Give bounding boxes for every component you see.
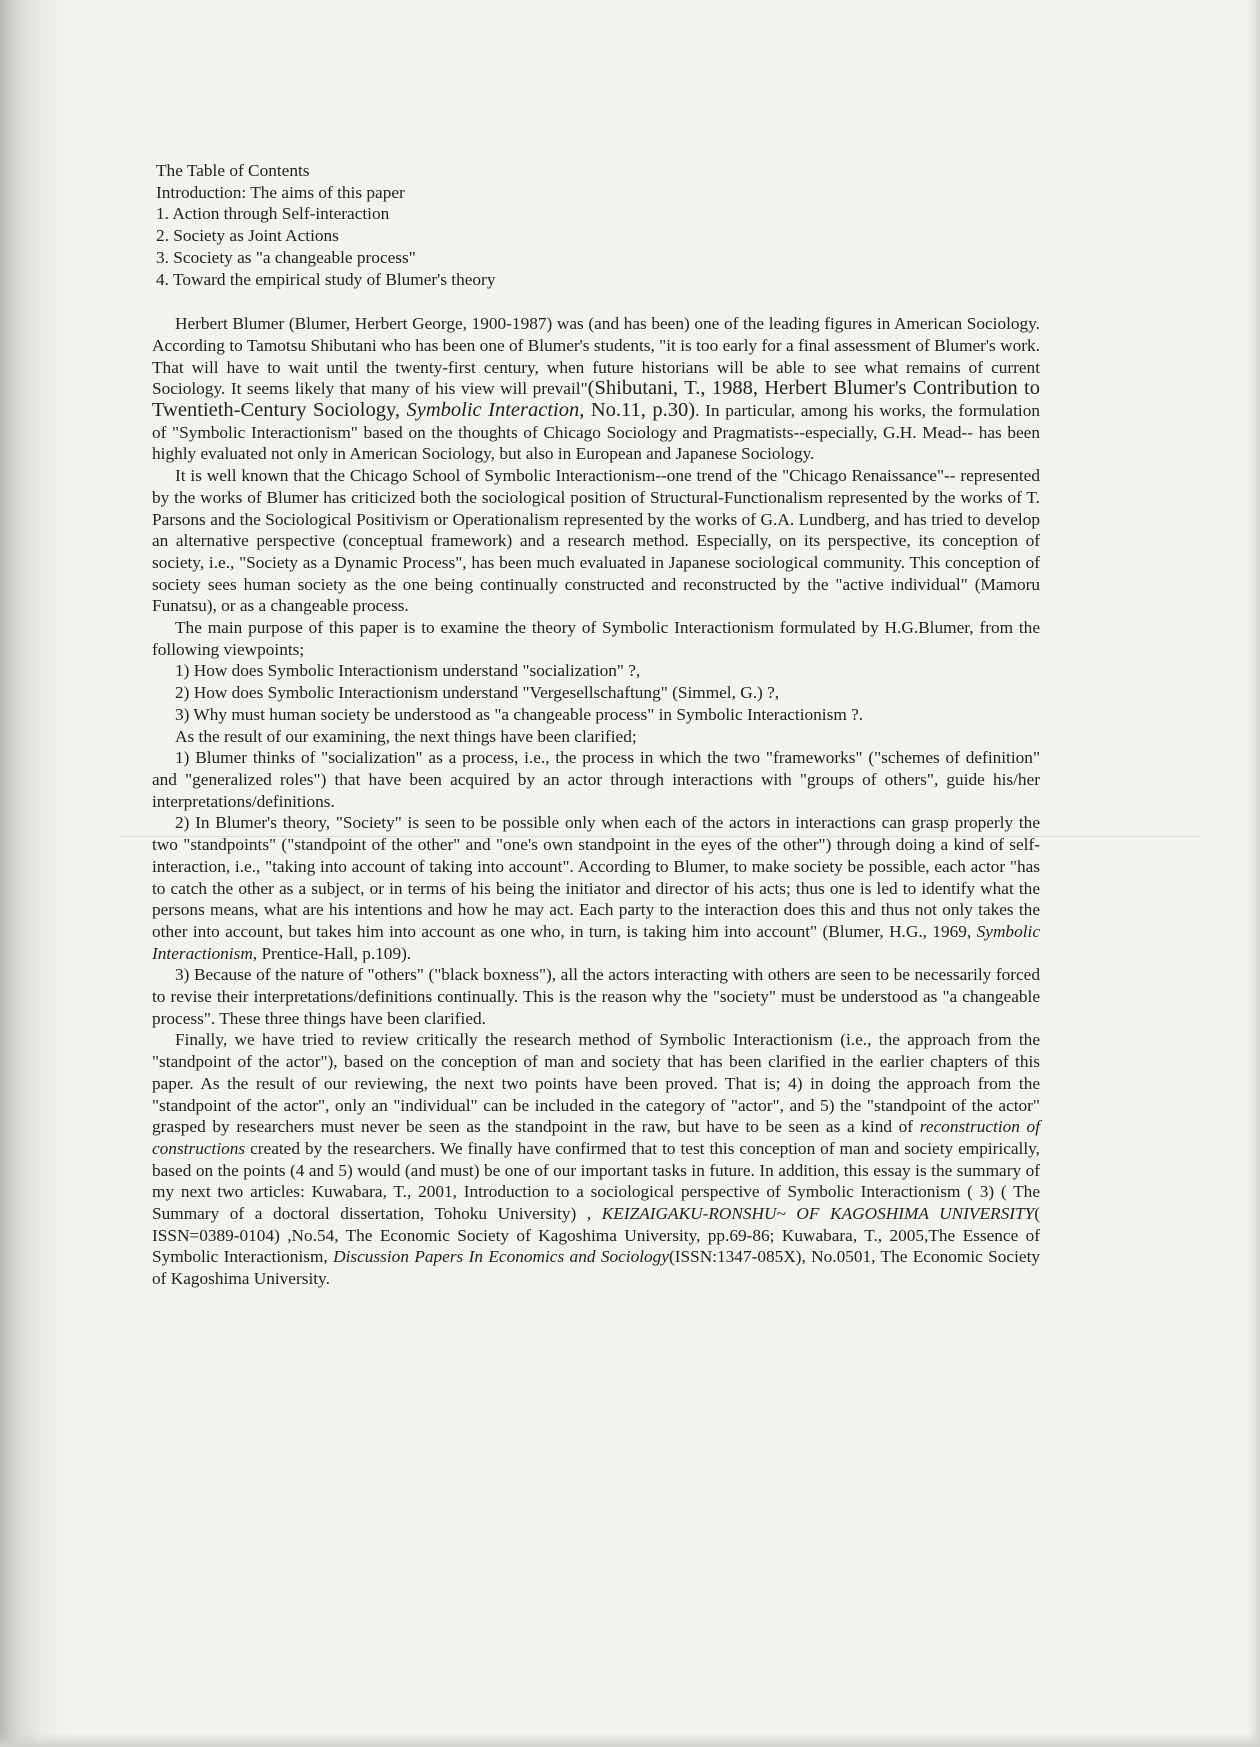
scan-edge-shadow-right	[1248, 0, 1260, 1747]
viewpoint-item: 2) How does Symbolic Interactionism understand "Vergesellschaftung" (Simmel, G.) ?,	[175, 683, 780, 703]
final-text: Finally, we have tried to review critically the research method of Symbolic Interactionism (i.e., the approach from the "standpoint of the actor"), based on the conception of man and society that has been clarified in the earlier chapters of this paper. As the result of our reviewing, the next two points have been proved. That is; 4) in doing the approach from the "standpoint of the actor", only an "individual" can be included in the category of "actor", and 5) the "standpoint of the actor" grasped by researchers must never be seen as the standpoint in the raw, but have to be seen as a kind of	[152, 1030, 1040, 1137]
result-text-cont: , Prentice-Hall, p.109).	[252, 943, 412, 963]
final-text-cont2: ( ISSN=0389-0104) ,No.54, The Economic Society of Kagoshima University, pp.69-86; Kuwabara, T., 2005,The Essence of Symbolic Interactionism,	[152, 1204, 1040, 1267]
journal-discussion-papers: Discussion Papers In Economics and Sociology	[333, 1247, 669, 1267]
paragraph-chicago-school: It is well known that the Chicago School of Symbolic Interactionism--one trend of the "Chicago Renaissance"-- represented by the works of Blumer has criticized both the sociological position of Structural-Functionalism represented by the works of T. Parsons and the Sociological Positivism or Operationalism represented by the works of G.A. Lundberg, and has tried to develop an alternative perspective (conceptual framework) and a research method. Especially, on its perspective, its conception of society, i.e., "Society as a Dynamic Process", has been much evaluated in Japanese sociological community. This conception of society sees human society as the one being continually constructed and reconstructed by the "active individual" (Mamoru Funatsu), or as a changeable process.	[152, 466, 1040, 616]
final-text-end: (ISSN:1347-085X), No.0501, The Economic Society of Kagoshima University.	[152, 1247, 1041, 1289]
paragraph-results: As the result of our examining, the next things have been clarified;	[175, 726, 637, 746]
intro-text-cont: . In particular, among his works, the formulation of "Symbolic Interactionism" based on the thoughts of Chicago Sociology and Pragmatists--especially, G.H. Mead-- has been highly evaluated not only in American Sociology, but also in European and Japanese Sociology.	[152, 401, 1040, 464]
book-title: Symbolic Interactionism	[152, 921, 1040, 963]
viewpoint-item: 1) How does Symbolic Interactionism understand "socialization" ?,	[175, 661, 641, 681]
journal-keizaigaku: KEIZAIGAKU-RONSHU~ OF KAGOSHIMA UNIVERSITY	[601, 1204, 1035, 1224]
paragraph-purpose: The main purpose of this paper is to examine the theory of Symbolic Interactionism formulated by H.G.Blumer, from the following viewpoints;	[152, 618, 1040, 659]
toc-title: The Table of Contents	[156, 161, 310, 180]
paragraph-finally	[152, 1029, 1040, 1289]
result-item: 1) Blumer thinks of "socialization" as a process, i.e., the process in which the two "frameworks" ("schemes of definition" and "generalized roles") that have been acquired by an actor through interactions with "groups of others", guide his/her interpretations/definitions.	[152, 748, 1040, 811]
toc-item: Introduction: The aims of this paper	[156, 182, 405, 202]
final-text-cont: created by the researchers. We finally have confirmed that to test this conception of man and society empirically, based on the points (4 and 5) would (and must) be one of our important tasks in future. In addition, this essay is the summary of my next two articles: Kuwabara, T., 2001, Introduction to a sociological perspective of Symbolic Interactionism ( 3) ( The Summary of a doctoral dissertation, Tohoku University) ,	[152, 1138, 1041, 1224]
toc-item: 1. Action through Self-interaction	[156, 204, 390, 224]
toc-item: 2. Society as Joint Actions	[156, 226, 339, 246]
result-text: 2) In Blumer's theory, "Society" is seen to be possible only when each of the actors in interactions can grasp properly the two "standpoints" ("standpoint of the other" and "one's own standpoint in the eyes of the other") through doing a kind of self-interaction, i.e., "taking into account of taking into account". According to Blumer, to make society be possible, each actor "has to catch the other as a subject, or in terms of his being the initiator and director of his acts; thus one is led to identify what the persons means, what are his intentions and how he may act. Each party to the interaction does this and thus not only takes the other into account, but takes him into account as one who, in turn, is taking him into account" (Blumer, H.G., 1969,	[152, 813, 1040, 941]
scan-edge-shadow	[0, 0, 70, 1747]
viewpoint-item: 3) Why must human society be understood as "a changeable process" in Symbolic Interactionism ?.	[175, 704, 864, 724]
toc-item: 3. Scociety as "a changeable process"	[156, 247, 416, 267]
result-item: 3) Because of the nature of "others" ("black boxness"), all the actors interacting with others are seen to be necessarily forced to revise their interpretations/definitions continually. This is the reason why the "society" must be understood as "a changeable process". These three things have been clarified.	[152, 965, 1040, 1028]
document-page	[152, 160, 1040, 1290]
intro-text: Herbert Blumer (Blumer, Herbert George, 1900-1987) was (and has been) one of the leading figures in American Sociology. According to Tamotsu Shibutani who has been one of Blumer's students, "it is too early for a final assessment of Blumer's work. That will have to wait until the twenty-first century, when future historians will be able to see what remains of current Sociology. It seems likely that many of his view will prevail"	[152, 314, 1040, 399]
scan-edge-shadow-bottom	[0, 1733, 1260, 1747]
emphasis-reconstruction: reconstruction of constructions	[152, 1117, 1041, 1158]
citation-journal: Symbolic Interaction	[406, 399, 580, 422]
table-of-contents	[156, 160, 1040, 290]
result-item	[152, 812, 1040, 964]
citation-issue: , No.11, p.30)	[579, 399, 696, 422]
paragraph-intro	[152, 313, 1040, 465]
toc-item: 4. Toward the empirical study of Blumer's theory	[156, 269, 496, 289]
citation-text: (Shibutani, T., 1988, Herbert Blumer's Contribution to Twentieth-Century Sociology,	[152, 377, 1040, 422]
